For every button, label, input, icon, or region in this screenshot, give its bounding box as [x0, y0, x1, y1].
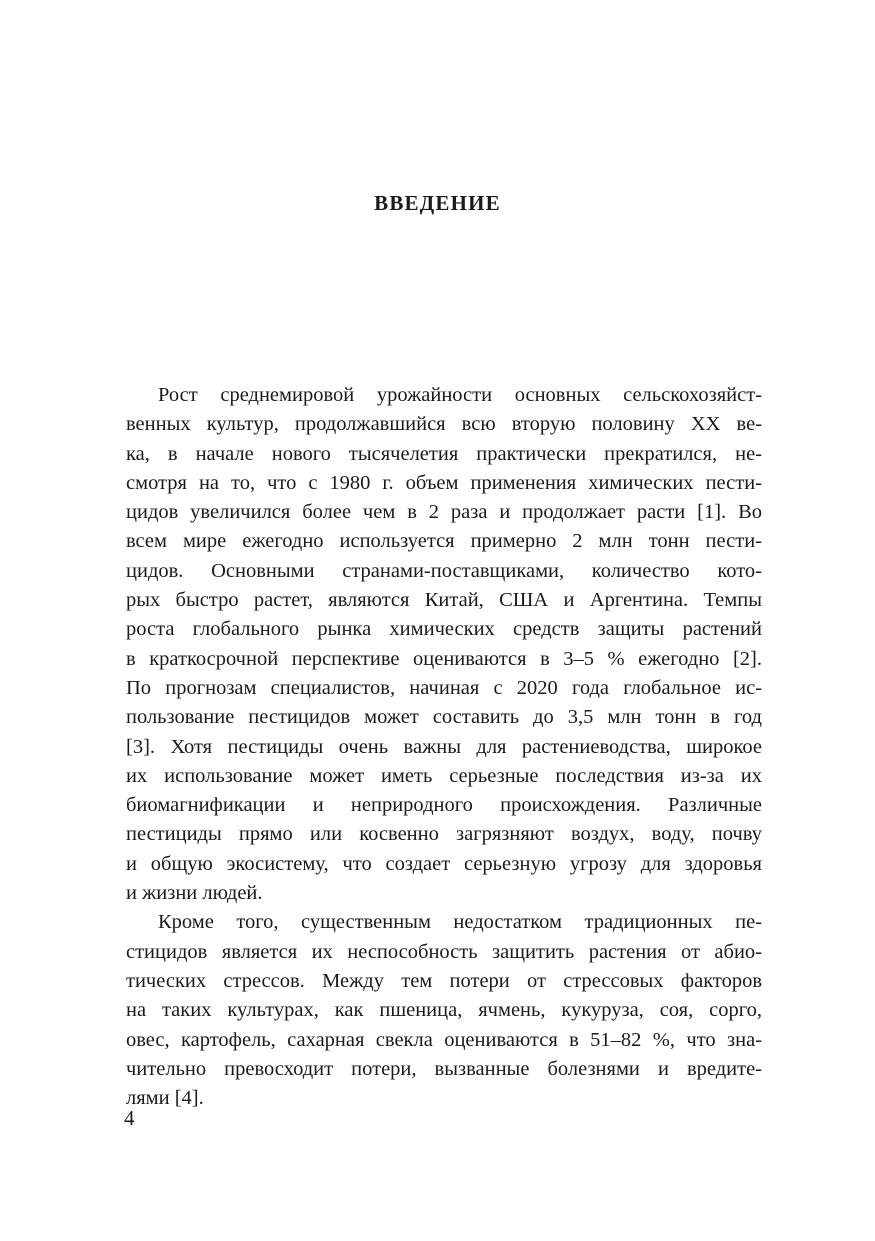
text-line: чительно превосходит потери, вызванные болезнями и вредите-	[126, 1057, 762, 1080]
text-line: Кроме того, существенным недостатком традиционных пе-	[158, 911, 762, 934]
page-number: 4	[124, 1106, 135, 1130]
text-line: в краткосрочной перспективе оцениваются в 3–5 % ежегодно [2].	[126, 647, 762, 670]
text-line: и общую экосистему, что создает серьезную угрозу для здоровья	[126, 852, 762, 875]
text-line: пользование пестицидов может составить до 3,5 млн тонн в год	[126, 706, 762, 729]
text-line: рых быстро растет, являются Китай, США и Аргентина. Темпы	[126, 589, 762, 612]
text-line: биомагнификации и неприродного происхождения. Различные	[126, 794, 762, 817]
text-line: всем мире ежегодно используется примерно 2 млн тонн пести-	[126, 530, 762, 553]
text-line: тических стрессов. Между тем потери от стрессовых факторов	[126, 969, 762, 992]
text-line: Рост среднемировой урожайности основных сельскохозяйст-	[158, 384, 762, 406]
text-line: роста глобального рынка химических средств защиты растений	[126, 618, 762, 641]
text-line: пестициды прямо или косвенно загрязняют воздух, воду, почву	[126, 823, 762, 846]
text-line: венных культур, продолжавшийся всю вторую половину XX ве-	[126, 413, 762, 436]
text-line: овес, картофель, сахарная свекла оцениваются в 51–82 %, что зна-	[126, 1028, 762, 1051]
text-line: ка, в начале нового тысячелетия практически прекратился, не-	[126, 442, 762, 465]
paragraph-1	[126, 381, 762, 908]
body-text	[126, 381, 762, 1113]
text-line: смотря на то, что с 1980 г. объем применения химических пести-	[126, 471, 762, 494]
text-line: цидов увеличился более чем в 2 раза и продолжает расти [1]. Во	[126, 501, 762, 524]
text-line: на таких культурах, как пшеница, ячмень, кукуруза, соя, сорго,	[126, 999, 762, 1022]
text-line: и жизни людей.	[126, 882, 263, 905]
text-line: стицидов является их неспособность защитить растения от абио-	[126, 940, 762, 963]
paragraph-2	[126, 908, 762, 1113]
text-line: лями [4].	[126, 1087, 204, 1110]
text-line: [3]. Хотя пестициды очень важны для растениеводства, широкое	[126, 735, 762, 758]
page-title: ВВЕДЕНИЕ	[374, 191, 501, 215]
text-line: цидов. Основными странами-поставщиками, количество кото-	[126, 559, 762, 582]
text-line: По прогнозам специалистов, начиная с 2020 года глобальное ис-	[126, 676, 762, 699]
text-line: их использование может иметь серьезные последствия из-за их	[126, 764, 762, 787]
